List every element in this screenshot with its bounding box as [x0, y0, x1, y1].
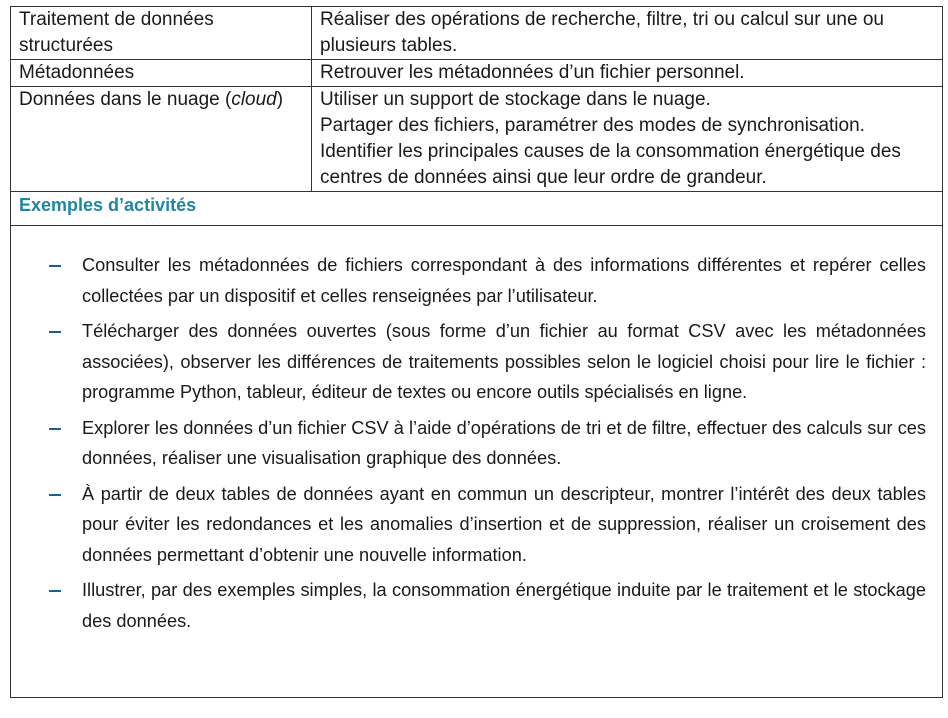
dash-bullet-icon	[49, 428, 61, 430]
skill-cell	[312, 87, 943, 192]
content-cell	[11, 87, 312, 192]
dash-bullet-icon	[49, 494, 61, 496]
content-cell: Métadonnées	[11, 60, 312, 87]
skill-line: Partager des fichiers, paramétrer des modes de synchronisation.	[320, 115, 865, 136]
dash-bullet-icon	[49, 590, 61, 592]
table-row	[11, 7, 943, 60]
table-row	[11, 87, 943, 192]
list-item	[19, 479, 926, 571]
skill-cell: Réaliser des opérations de recherche, filtre, tri ou calcul sur une ou plusieurs tables.	[312, 7, 943, 60]
content-cell: Traitement de données structurées	[11, 7, 312, 60]
examples-panel	[10, 226, 943, 698]
dash-bullet-icon	[49, 265, 61, 267]
list-item	[19, 250, 926, 311]
dash-bullet-icon	[49, 331, 61, 333]
skill-line: Utiliser un support de stockage dans le nuage.	[320, 89, 711, 110]
skills-table	[10, 6, 943, 192]
list-item	[19, 316, 926, 408]
list-item-text: Télécharger des données ouvertes (sous forme d’un fichier au format CSV avec les métadonnées associées), observer les différences de traitements possibles selon le logiciel choisi pour lire le fichier : programme Python, tableur, éditeur de textes ou encore outils spécialisés en ligne.	[82, 321, 926, 402]
list-item	[19, 413, 926, 474]
list-item-text: Illustrer, par des exemples simples, la consommation énergétique induite par le traitement et le stockage des données.	[82, 580, 926, 631]
table-row	[11, 60, 943, 87]
examples-list	[19, 250, 926, 636]
skill-cell: Retrouver les métadonnées d’un fichier personnel.	[312, 60, 943, 87]
list-item	[19, 575, 926, 636]
content-emphasis: cloud	[231, 89, 277, 110]
list-item-text: Explorer les données d’un fichier CSV à l’aide d’opérations de tri et de filtre, effectuer des calculs sur ces données, réaliser une visualisation graphique des données.	[82, 417, 926, 468]
skill-line: Identifier les principales causes de la consommation énergétique des centres de données ainsi que leur ordre de grandeur.	[320, 141, 901, 188]
list-item-text: À partir de deux tables de données ayant en commun un descripteur, montrer l’intérêt des deux tables pour éviter les redondances et les anomalies d’insertion et de suppression, réaliser un croisement des données permettant d’obtenir une nouvelle information.	[82, 483, 926, 565]
list-item-text: Consulter les métadonnées de fichiers correspondant à des informations différentes et repérer celles collectées par un dispositif et celles renseignées par l’utilisateur.	[82, 255, 926, 306]
document-page	[10, 6, 943, 698]
content-text: )	[276, 89, 284, 110]
content-text: Données dans le nuage (	[19, 89, 232, 110]
examples-heading: Exemples d’activités	[10, 192, 943, 226]
